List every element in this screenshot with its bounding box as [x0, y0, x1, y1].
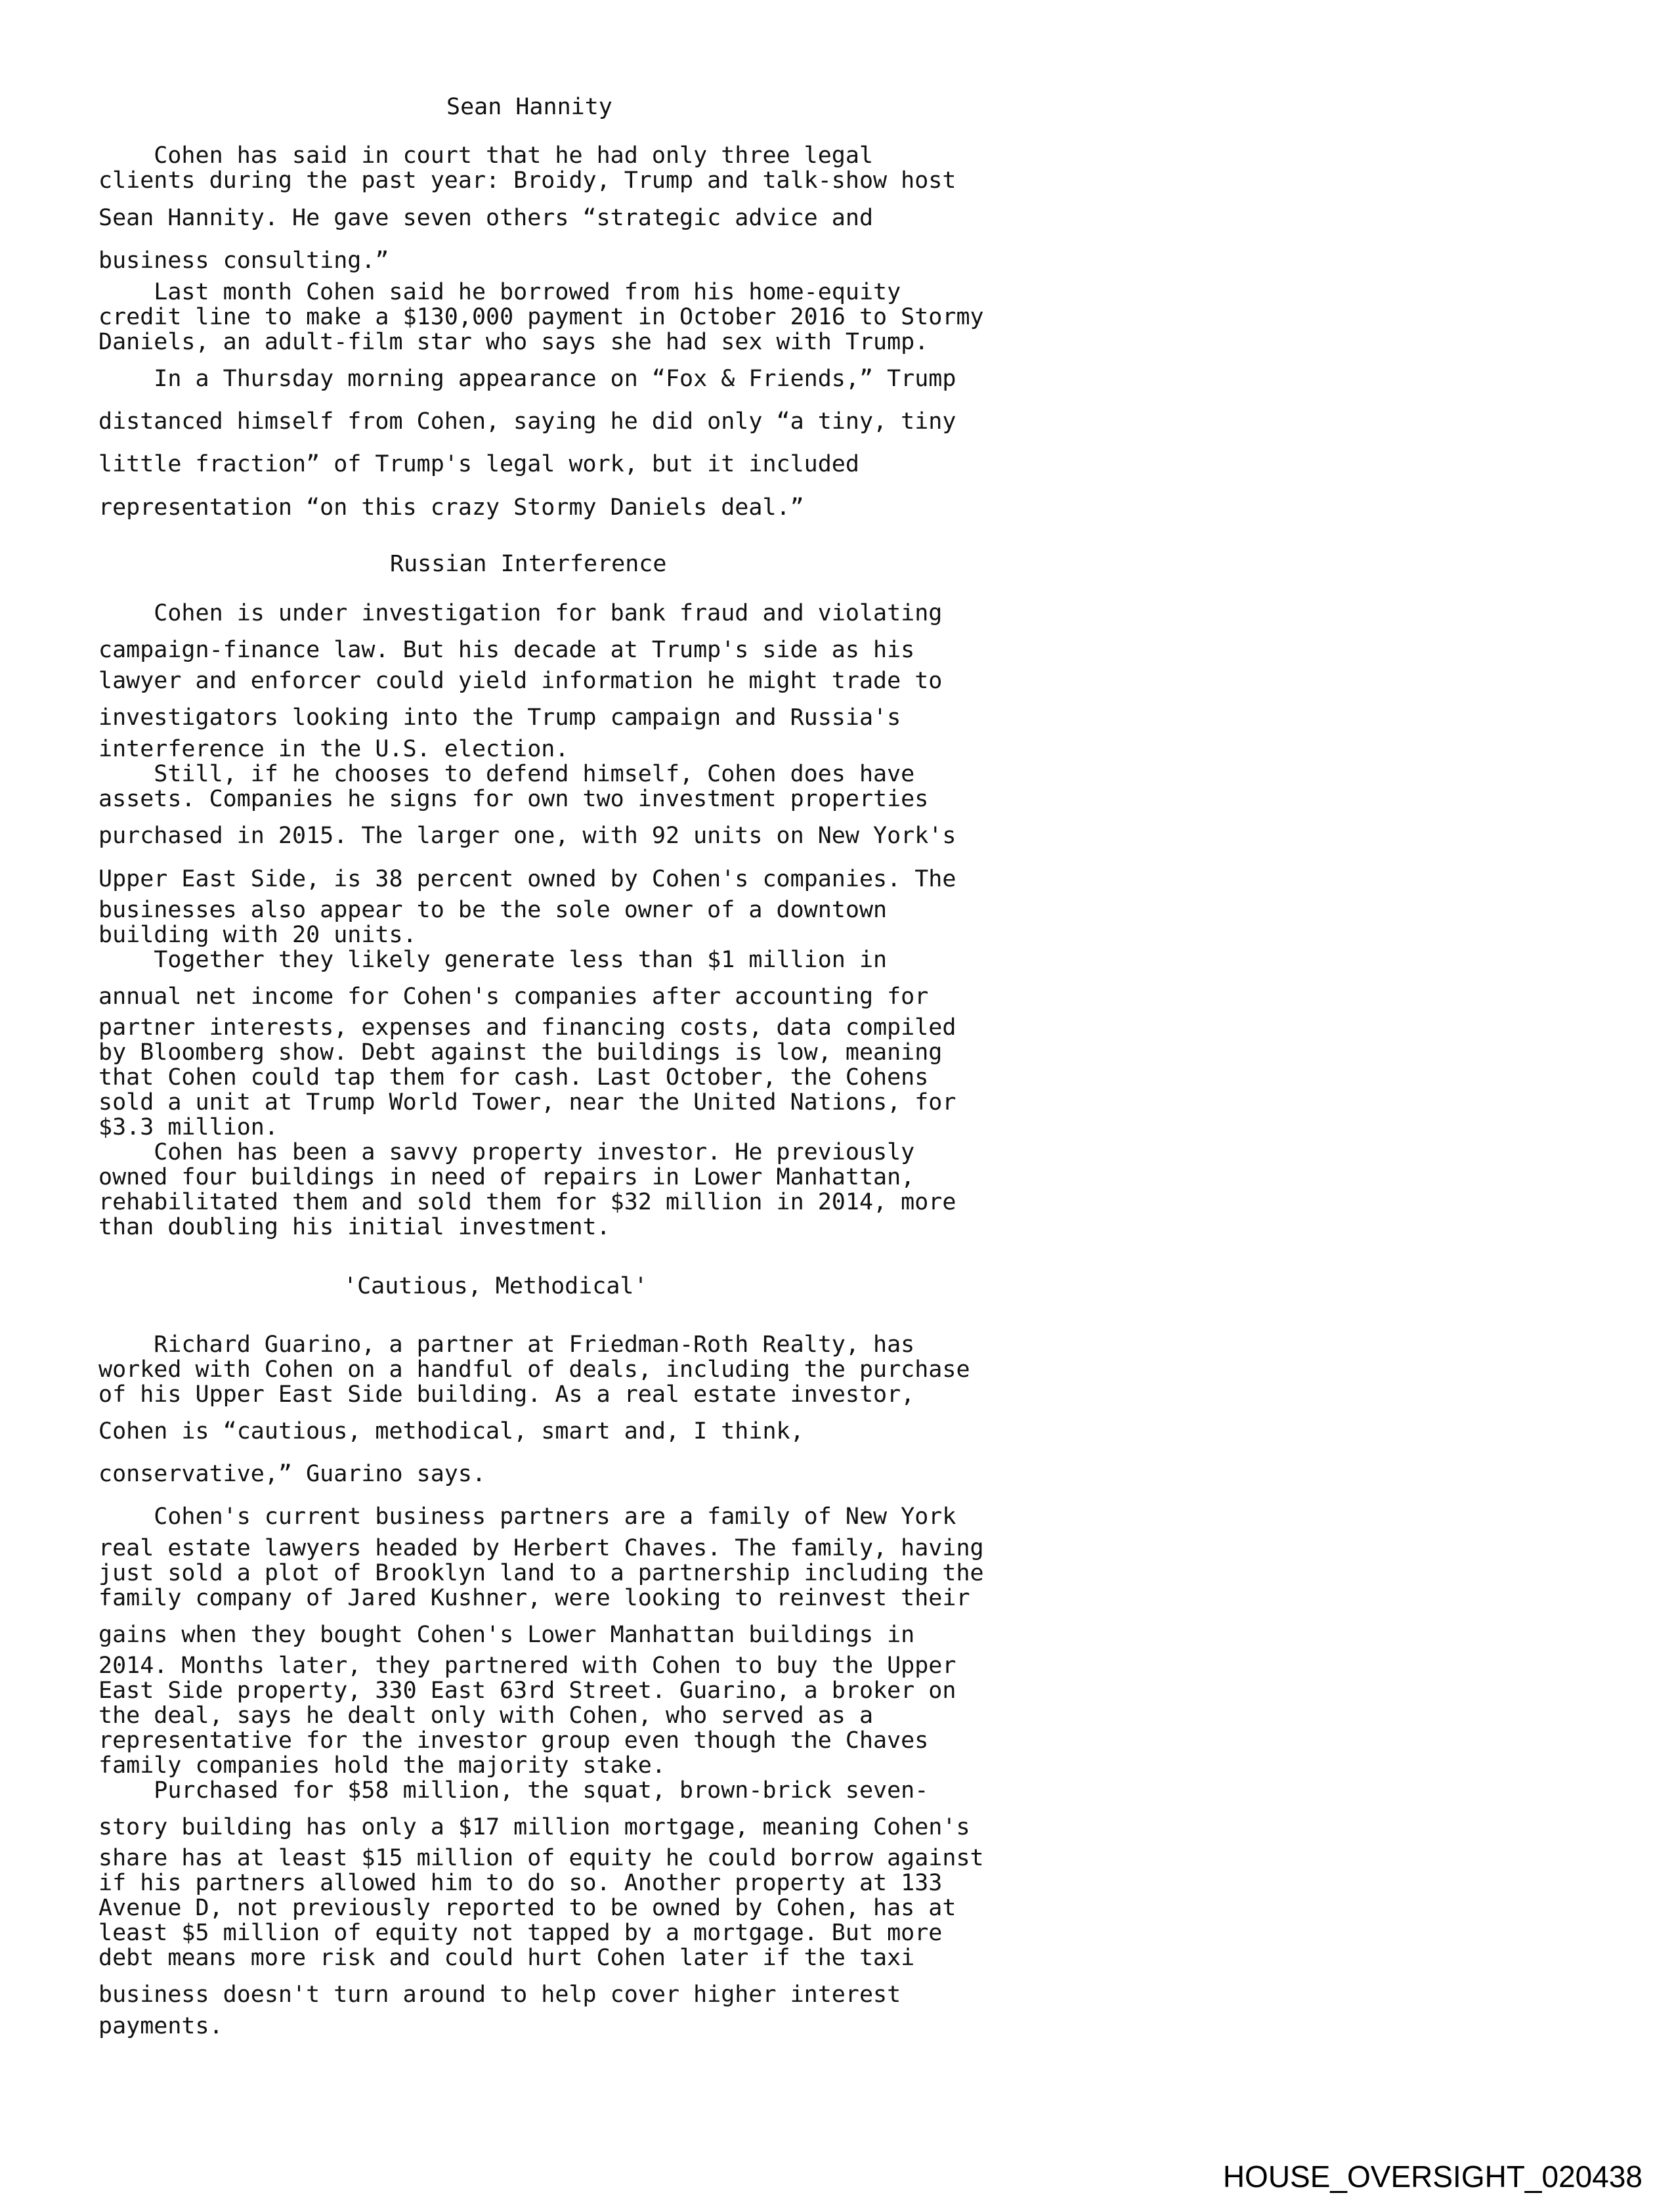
- text-line: Daniels, an adult-film star who says she had sex with Trump.: [98, 329, 929, 355]
- text-line: interference in the U.S. election.: [98, 736, 569, 762]
- text-line: story building has only a $17 million mortgage, meaning Cohen's: [98, 1814, 970, 1840]
- text-line: Still, if he chooses to defend himself, Cohen does have: [98, 761, 915, 787]
- text-line: worked with Cohen on a handful of deals, including the purchase: [98, 1356, 970, 1383]
- text-line: that Cohen could tap them for cash. Last October, the Cohens: [98, 1064, 929, 1091]
- text-line: partner interests, expenses and financing costs, data compiled: [98, 1014, 956, 1041]
- text-line: building with 20 units.: [98, 922, 417, 948]
- text-line: distanced himself from Cohen, saying he did only “a tiny, tiny: [98, 408, 956, 435]
- text-line: Last month Cohen said he borrowed from his home-equity: [98, 279, 901, 305]
- text-line: just sold a plot of Brooklyn land to a partnership including the: [98, 1560, 984, 1586]
- text-line: campaign-finance law. But his decade at Trump's side as his: [98, 637, 915, 663]
- text-line: purchased in 2015. The larger one, with 92 units on New York's: [98, 823, 956, 849]
- text-line: by Bloomberg show. Debt against the buildings is low, meaning: [98, 1039, 943, 1066]
- bates-stamp: HOUSE_OVERSIGHT_020438: [1222, 2159, 1642, 2194]
- text-line: credit line to make a $130,000 payment in October 2016 to Stormy: [98, 304, 984, 330]
- text-line: Avenue D, not previously reported to be owned by Cohen, has at: [98, 1895, 956, 1921]
- text-line: In a Thursday morning appearance on “Fox & Friends,” Trump: [98, 366, 956, 392]
- text-line: lawyer and enforcer could yield information he might trade to: [98, 668, 943, 694]
- text-line: investigators looking into the Trump campaign and Russia's: [98, 705, 901, 731]
- text-line: representative for the investor group even though the Chaves: [98, 1727, 929, 1754]
- text-line: Sean Hannity. He gave seven others “strategic advice and: [98, 205, 874, 231]
- text-line: business consulting.”: [98, 248, 389, 274]
- text-line: conservative,” Guarino says.: [98, 1461, 486, 1487]
- text-line: businesses also appear to be the sole owner of a downtown: [98, 897, 888, 923]
- text-line: Cohen is under investigation for bank fraud and violating: [98, 600, 943, 626]
- text-line: rehabilitated them and sold them for $32 million in 2014, more: [98, 1189, 956, 1215]
- text-line: East Side property, 330 East 63rd Street. Guarino, a broker on: [98, 1678, 956, 1704]
- text-line: Upper East Side, is 38 percent owned by Cohen's companies. The: [98, 866, 956, 892]
- text-line: $3.3 million.: [98, 1114, 278, 1140]
- text-line: share has at least $15 million of equity he could borrow against: [98, 1845, 984, 1871]
- section-heading: Sean Hannity: [446, 94, 612, 120]
- text-line: real estate lawyers headed by Herbert Chaves. The family, having: [98, 1535, 984, 1561]
- text-line: representation “on this crazy Stormy Daniels deal.”: [98, 494, 804, 521]
- text-line: sold a unit at Trump World Tower, near the United Nations, for: [98, 1089, 956, 1116]
- text-line: Cohen has been a savvy property investor. He previously: [98, 1139, 915, 1165]
- text-line: family companies hold the majority stake.: [98, 1752, 666, 1779]
- text-line: if his partners allowed him to do so. Another property at 133: [98, 1870, 943, 1896]
- text-line: business doesn't turn around to help cover higher interest: [98, 1982, 901, 2008]
- text-line: of his Upper East Side building. As a real estate investor,: [98, 1381, 915, 1408]
- text-line: Richard Guarino, a partner at Friedman-Roth Realty, has: [98, 1332, 915, 1358]
- text-line: Cohen has said in court that he had only three legal: [98, 142, 874, 169]
- text-line: the deal, says he dealt only with Cohen, who served as a: [98, 1702, 874, 1729]
- text-line: gains when they bought Cohen's Lower Manhattan buildings in: [98, 1622, 915, 1648]
- text-line: annual net income for Cohen's companies after accounting for: [98, 984, 929, 1010]
- text-line: payments.: [98, 2013, 223, 2039]
- text-line: Cohen is “cautious, methodical, smart and, I think,: [98, 1418, 804, 1444]
- text-line: Together they likely generate less than $1 million in: [98, 947, 888, 973]
- section-heading: Russian Interference: [390, 551, 667, 577]
- text-line: Cohen's current business partners are a family of New York: [98, 1504, 956, 1530]
- section-heading: 'Cautious, Methodical': [343, 1273, 648, 1299]
- text-line: little fraction” of Trump's legal work, but it included: [98, 451, 859, 477]
- text-line: assets. Companies he signs for own two investment properties: [98, 786, 929, 812]
- text-line: Purchased for $58 million, the squat, brown-brick seven-: [98, 1777, 929, 1804]
- text-line: owned four buildings in need of repairs in Lower Manhattan,: [98, 1164, 915, 1190]
- text-line: 2014. Months later, they partnered with Cohen to buy the Upper: [98, 1653, 956, 1679]
- text-line: family company of Jared Kushner, were looking to reinvest their: [98, 1585, 970, 1611]
- text-line: than doubling his initial investment.: [98, 1214, 611, 1240]
- text-line: least $5 million of equity not tapped by a mortgage. But more: [98, 1920, 943, 1946]
- text-line: debt means more risk and could hurt Cohen later if the taxi: [98, 1945, 915, 1971]
- text-line: clients during the past year: Broidy, Trump and talk-show host: [98, 167, 956, 194]
